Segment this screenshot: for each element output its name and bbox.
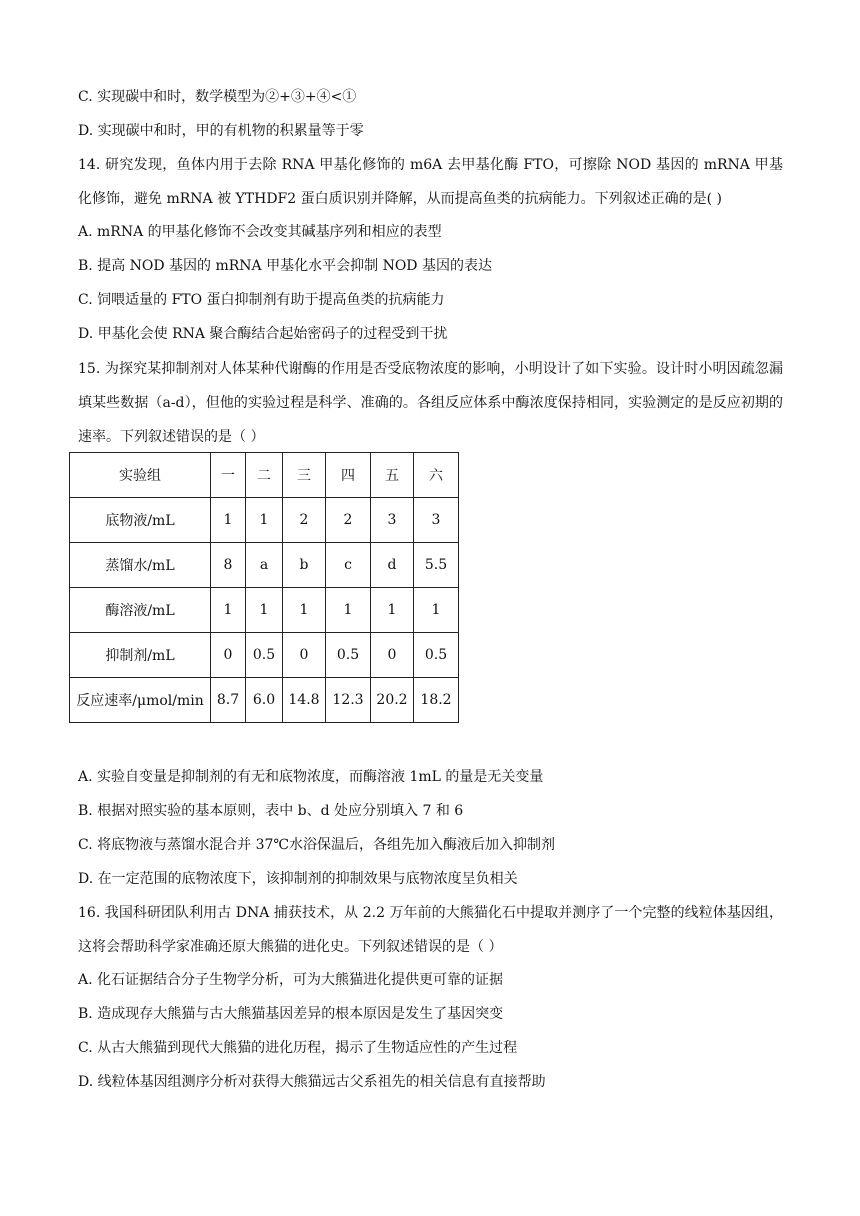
table-cell: 一 <box>211 453 246 498</box>
q13-option-d: D. 实现碳中和时，甲的有机物的积累量等于零 <box>78 123 364 139</box>
q15-option-d: D. 在一定范围的底物浓度下，该抑制剂的抑制效果与底物浓度呈负相关 <box>78 871 518 887</box>
table-cell: d <box>371 543 414 588</box>
table-cell: 0 <box>371 633 414 678</box>
table-cell: 抑制剂/mL <box>70 633 211 678</box>
table-cell: 1 <box>211 588 246 633</box>
q14-option-a: A. mRNA 的甲基化修饰不会改变其碱基序列和相应的表型 <box>78 224 442 240</box>
table-cell: 四 <box>326 453 371 498</box>
table-cell: 三 <box>283 453 326 498</box>
q15-option-c: C. 将底物液与蒸馏水混合并 37℃水浴保温后，各组先加入酶液后加入抑制剂 <box>78 837 556 853</box>
q14-stem: 14. 研究发现，鱼体内用于去除 RNA 甲基化修饰的 m6A 去甲基化酶 FTO，可擦除 NOD 基因的 mRNA 甲基化修饰，避免 mRNA 被 YTHDF2 蛋白质识别并降解，从而提高鱼类的抗病能力。下列叙述正确的是( ) <box>78 157 783 207</box>
table-cell: 蒸馏水/mL <box>70 543 211 588</box>
q16-stem: 16. 我国科研团队利用古 DNA 捕获技术，从 2.2 万年前的大熊猫化石中提取并测序了一个完整的线粒体基因组，这将会帮助科学家准确还原大熊猫的进化史。下列叙述错误的是（ ） <box>78 905 783 955</box>
table-row <box>70 588 459 633</box>
table-cell: 0 <box>283 633 326 678</box>
table-cell: 2 <box>283 498 326 543</box>
table-row <box>70 633 459 678</box>
table-cell: 8.7 <box>211 678 246 723</box>
table-cell: 1 <box>246 588 283 633</box>
table-cell: b <box>283 543 326 588</box>
q15-option-b: B. 根据对照实验的基本原则，表中 b、d 处应分别填入 7 和 6 <box>78 803 464 819</box>
table-cell: 20.2 <box>371 678 414 723</box>
table-cell: 二 <box>246 453 283 498</box>
q14-option-b: B. 提高 NOD 基因的 mRNA 甲基化水平会抑制 NOD 基因的表达 <box>78 258 492 274</box>
q14-option-d: D. 甲基化会使 RNA 聚合酶结合起始密码子的过程受到干扰 <box>78 326 448 342</box>
q16-option-b: B. 造成现存大熊猫与古大熊猫基因差异的根本原因是发生了基因突变 <box>78 1006 504 1022</box>
table-cell: 12.3 <box>326 678 371 723</box>
table-cell: 实验组 <box>70 453 211 498</box>
table-cell: 酶溶液/mL <box>70 588 211 633</box>
table-cell: 1 <box>283 588 326 633</box>
table-cell: 0.5 <box>414 633 459 678</box>
table-cell: 18.2 <box>414 678 459 723</box>
table-cell: a <box>246 543 283 588</box>
table-header-row <box>70 453 459 498</box>
table-cell: 六 <box>414 453 459 498</box>
table-row <box>70 498 459 543</box>
table-cell: 6.0 <box>246 678 283 723</box>
table-row <box>70 678 459 723</box>
table-cell: 2 <box>326 498 371 543</box>
q15-stem: 15. 为探究某抑制剂对人体某种代谢酶的作用是否受底物浓度的影响，小明设计了如下实验。设计时小明因疏忽漏填某些数据（a-d），但他的实验过程是科学、准确的。各组反应体系中酶浓度保持相同，实验测定的是反应初期的速率。下列叙述错误的是（ ） <box>78 361 783 445</box>
table-cell: 3 <box>371 498 414 543</box>
table-cell: 1 <box>246 498 283 543</box>
q16-option-c: C. 从古大熊猫到现代大熊猫的进化历程，揭示了生物适应性的产生过程 <box>78 1040 518 1056</box>
table-cell: 底物液/mL <box>70 498 211 543</box>
table-cell: 5.5 <box>414 543 459 588</box>
table-cell: 1 <box>211 498 246 543</box>
table-cell: 8 <box>211 543 246 588</box>
table-cell: 1 <box>414 588 459 633</box>
table-cell: 1 <box>326 588 371 633</box>
q15-option-a: A. 实验自变量是抑制剂的有无和底物浓度，而酶溶液 1mL 的量是无关变量 <box>78 769 544 785</box>
table-cell: 1 <box>371 588 414 633</box>
table-cell: 3 <box>414 498 459 543</box>
table-cell: 0.5 <box>326 633 371 678</box>
table-cell: c <box>326 543 371 588</box>
q13-option-c: C. 实现碳中和时，数学模型为②+③+④<① <box>78 89 357 105</box>
table-cell: 14.8 <box>283 678 326 723</box>
table-cell: 0.5 <box>246 633 283 678</box>
table-row <box>70 543 459 588</box>
q16-option-a: A. 化石证据结合分子生物学分析，可为大熊猫进化提供更可靠的证据 <box>78 972 504 988</box>
table-cell: 0 <box>211 633 246 678</box>
table-cell: 五 <box>371 453 414 498</box>
table-cell: 反应速率/μmol/min <box>70 678 211 723</box>
q16-option-d: D. 线粒体基因组测序分析对获得大熊猫远古父系祖先的相关信息有直接帮助 <box>78 1074 546 1090</box>
q14-option-c: C. 饲喂适量的 FTO 蛋白抑制剂有助于提高鱼类的抗病能力 <box>78 292 445 308</box>
experiment-table <box>69 452 459 723</box>
